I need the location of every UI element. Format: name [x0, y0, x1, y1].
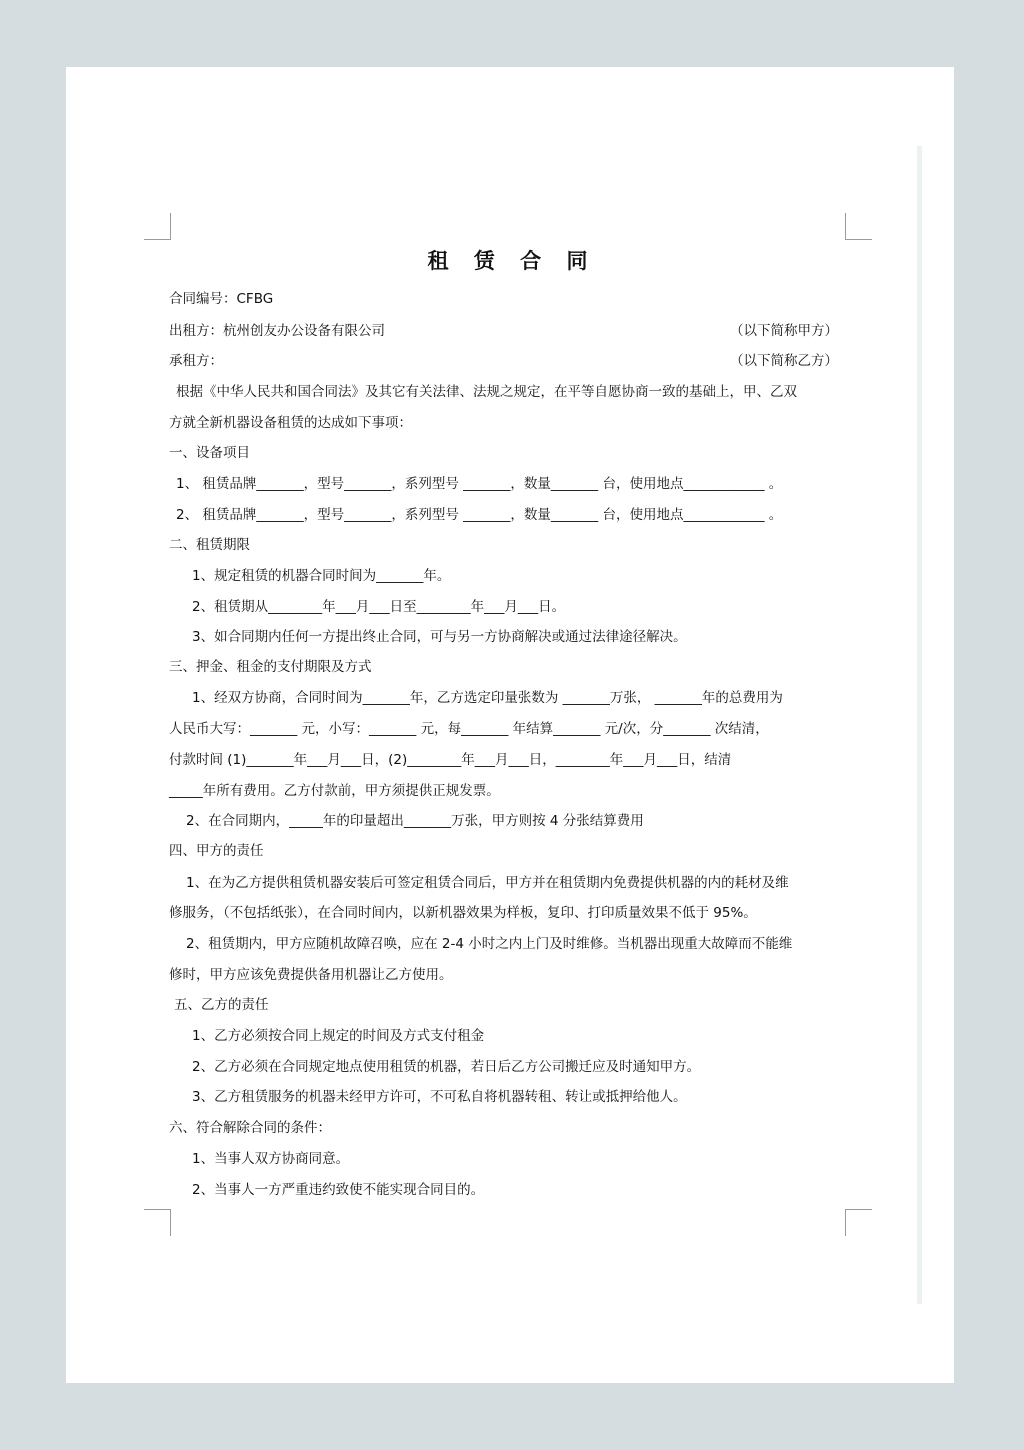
- section-4-heading: 四、甲方的责任: [169, 843, 264, 859]
- section-6-item-2: 2、当事人一方严重违约致使不能实现合同目的。: [192, 1182, 485, 1198]
- section-5-item-2: 2、乙方必须在合同规定地点使用租赁的机器，若日后乙方公司搬迁应及时通知甲方。: [192, 1059, 701, 1075]
- section-3-para-1-line-2: 人民币大写：_______ 元，小写：_______ 元，每_______ 年结算_______ 元/次，分_______ 次结清，: [169, 721, 769, 737]
- section-1-item-1: 1、 租赁品牌_______，型号_______，系列型号 _______，数量_______ 台，使用地点____________ 。: [176, 476, 783, 492]
- section-5-item-1: 1、乙方必须按合同上规定的时间及方式支付租金: [192, 1028, 485, 1044]
- section-3-heading: 三、押金、租金的支付期限及方式: [169, 659, 372, 675]
- section-1-item-2: 2、 租赁品牌_______，型号_______，系列型号 _______，数量_______ 台，使用地点____________ 。: [176, 507, 783, 523]
- intro-line-1: 根据《中华人民共和国合同法》及其它有关法律、法规之规定，在平等自愿协商一致的基础上，甲、乙双: [176, 384, 797, 400]
- section-4-para-1-line-2: 修服务，（不包括纸张），在合同时间内，以新机器效果为样板，复印、打印质量效果不低于 95%。: [169, 905, 757, 921]
- section-3-para-1-line-3: 付款时间 (1)_______年___月___日，(2)________年___月___日，________年___月___日，结清: [169, 752, 732, 768]
- section-2-item-1: 1、规定租赁的机器合同时间为_______年。: [192, 568, 451, 584]
- lessee-note: （以下简称乙方）: [730, 353, 838, 369]
- section-2-item-2: 2、租赁期从________年___月___日至________年___月___日。: [192, 599, 566, 615]
- crop-mark-bottom-left: [144, 1209, 171, 1236]
- section-3-para-1-line-4: _____年所有费用。乙方付款前，甲方须提供正规发票。: [169, 783, 500, 799]
- section-3-para-2: 2、在合同期内，_____年的印量超出_______万张，甲方则按 4 分张结算费用: [186, 813, 644, 829]
- document-title: 租 赁 合 同: [427, 249, 597, 273]
- crop-mark-bottom-right: [845, 1209, 872, 1236]
- section-5-item-3: 3、乙方租赁服务的机器未经甲方许可，不可私自将机器转租、转让或抵押给他人。: [192, 1089, 687, 1105]
- section-3-para-1-line-1: 1、经双方协商，合同时间为_______年，乙方选定印量张数为 _______万张， _______年的总费用为: [192, 690, 783, 706]
- section-6-item-1: 1、当事人双方协商同意。: [192, 1151, 350, 1167]
- section-2-item-3: 3、如合同期内任何一方提出终止合同，可与另一方协商解决或通过法律途径解决。: [192, 629, 687, 645]
- lessee-line: 承租方：: [169, 353, 223, 369]
- lessor-note: （以下简称甲方）: [730, 323, 838, 339]
- section-4-para-1-line-1: 1、在为乙方提供租赁机器安装后可签定租赁合同后，甲方并在租赁期内免费提供机器的内的耗材及维: [186, 875, 789, 891]
- section-1-heading: 一、设备项目: [169, 445, 250, 461]
- section-5-heading: 五、乙方的责任: [174, 997, 269, 1013]
- lessor-line: 出租方：杭州创友办公设备有限公司: [169, 323, 385, 339]
- contract-number: 合同编号：CFBG: [169, 291, 274, 307]
- section-2-heading: 二、租赁期限: [169, 537, 250, 553]
- section-6-heading: 六、符合解除合同的条件：: [169, 1120, 331, 1136]
- page-edge-shadow: [917, 146, 922, 1304]
- section-4-para-2-line-2: 修时，甲方应该免费提供备用机器让乙方使用。: [169, 967, 453, 983]
- section-4-para-2-line-1: 2、租赁期内，甲方应随机故障召唤，应在 2-4 小时之内上门及时维修。当机器出现重大故障而不能维: [186, 936, 793, 952]
- crop-mark-top-left: [144, 213, 171, 240]
- intro-line-2: 方就全新机器设备租赁的达成如下事项：: [169, 415, 412, 431]
- crop-mark-top-right: [845, 213, 872, 240]
